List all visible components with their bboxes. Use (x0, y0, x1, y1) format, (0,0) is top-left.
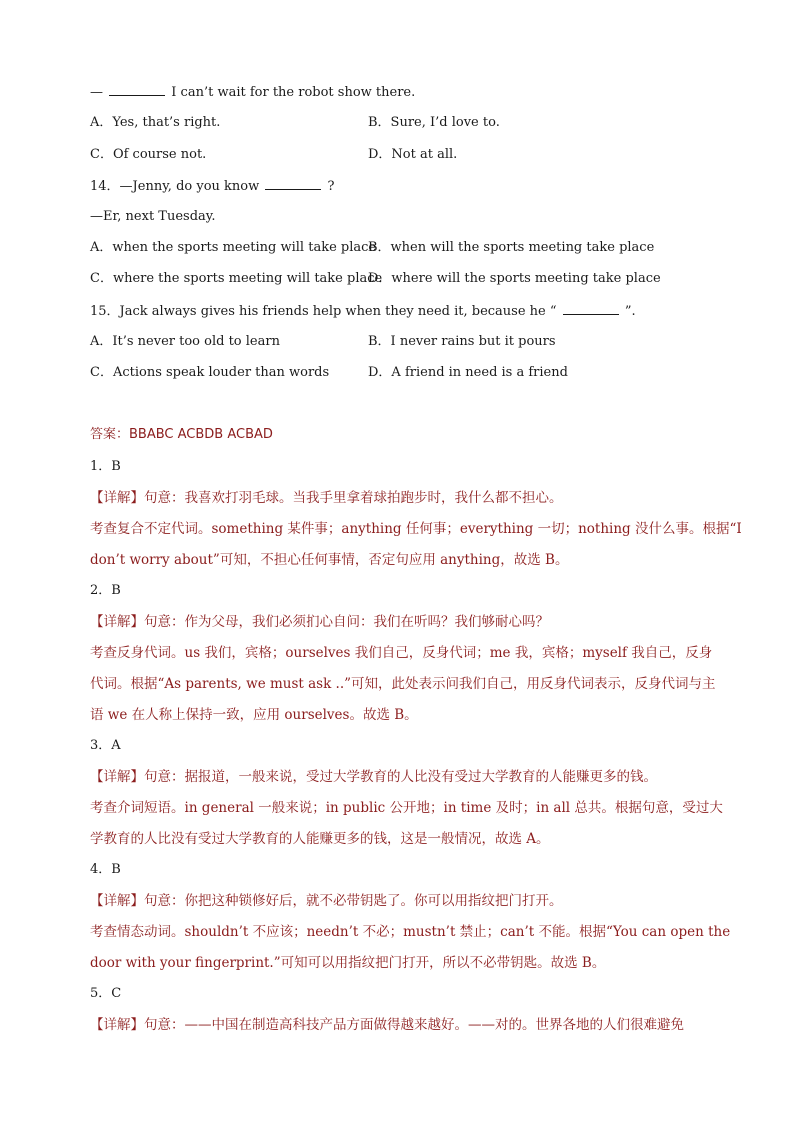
explanation-line (90, 675, 716, 693)
explanation-number: 1．B (90, 459, 121, 474)
stem-suffix: ? (327, 179, 335, 194)
explanation-number: 3．A (90, 738, 121, 753)
option-d: D．Not at all. (368, 147, 458, 162)
explanation-line (90, 551, 710, 569)
question-14-stem (90, 177, 335, 196)
explanation-number: 2．B (90, 583, 121, 598)
explanation-line (90, 1016, 710, 1034)
explanation-line (90, 768, 710, 786)
explanation-line (90, 520, 742, 538)
explanation-text: 句意：作为父母，我们必须扪心自问：我们在听吗？我们够耐心吗？ (144, 614, 549, 630)
detail-tag: 【详解】 (90, 1017, 144, 1033)
option-c: C．where the sports meeting will take place (90, 271, 383, 286)
stem-prefix: 14．—Jenny, do you know (90, 179, 260, 194)
explanation-text: 学教育的人比没有受过大学教育的人能赚更多的钱，这是一般情况，故选 A。 (90, 831, 550, 847)
question-15-stem (90, 302, 636, 321)
explanation-text: 代词。根据“As parents, we must ask ..”可知，此处表示问我们自己，用反身代词表示，反身代词与主 (90, 676, 716, 692)
option-d: D．where will the sports meeting take place (368, 271, 661, 286)
stem-prefix: — (90, 85, 103, 100)
answer-summary: 答案：BBABC ACBDB ACBAD (90, 427, 273, 442)
option-a: A．when the sports meeting will take place (90, 240, 377, 255)
option-c: C．Actions speak louder than words (90, 365, 330, 380)
explanation-text: 句意：——中国在制造高科技产品方面做得越来越好。——对的。世界各地的人们很难避免 (144, 1017, 684, 1033)
explanation-line (90, 644, 713, 662)
option-c: C．Of course not. (90, 147, 207, 162)
question-13-stem (90, 83, 415, 102)
detail-tag: 【详解】 (90, 893, 144, 909)
explanation-text: 句意：你把这种锁修好后，就不必带钥匙了。你可以用指纹把门打开。 (144, 893, 563, 909)
explanation-text: 句意：据报道，一般来说，受过大学教育的人比没有受过大学教育的人能赚更多的钱。 (144, 769, 657, 785)
explanation-number: 4．B (90, 862, 121, 877)
answer-blank (563, 302, 619, 315)
option-b: B．Sure, I’d love to. (368, 115, 500, 130)
explanation-line (90, 613, 710, 631)
detail-tag: 【详解】 (90, 769, 144, 785)
explanation-text: 考查反身代词。us 我们，宾格；ourselves 我们自己，反身代词；me 我，宾格；myself 我自己，反身 (90, 645, 713, 661)
explanation-text: don’t worry about”可知，不担心任何事情，否定句应用 anything，故选 B。 (90, 552, 569, 568)
option-b: B．when will the sports meeting take place (368, 240, 655, 255)
explanation-text: 考查介词短语。in general 一般来说；in public 公开地；in time 及时；in all 总共。根据句意，受过大 (90, 800, 723, 816)
detail-tag: 【详解】 (90, 614, 144, 630)
option-d: D．A friend in need is a friend (368, 365, 568, 380)
stem-prefix: 15．Jack always gives his friends help when they need it, because he “ (90, 304, 557, 319)
option-a: A．Yes, that’s right. (90, 115, 221, 130)
detail-tag: 【详解】 (90, 490, 144, 506)
question-14-reply: —Er, next Tuesday. (90, 209, 216, 224)
answer-blank (109, 83, 165, 96)
explanation-line (90, 799, 723, 817)
explanation-text: door with your fingerprint.”可知可以用指纹把门打开，所以不必带钥匙。故选 B。 (90, 955, 606, 971)
explanation-text: 语 we 在人称上保持一致，应用 ourselves。故选 B。 (90, 707, 418, 723)
answer-blank (265, 177, 321, 190)
explanation-text: 句意：我喜欢打羽毛球。当我手里拿着球拍跑步时，我什么都不担心。 (144, 490, 563, 506)
stem-suffix: I can’t wait for the robot show there. (171, 85, 416, 100)
explanation-line (90, 954, 710, 972)
explanation-number: 5．C (90, 986, 122, 1001)
stem-suffix: ”. (624, 304, 636, 319)
explanation-line (90, 489, 710, 507)
explanation-line (90, 923, 731, 941)
explanation-text: 考查情态动词。shouldn’t 不应该；needn’t 不必；mustn’t 禁止；can’t 不能。根据“You can open the (90, 924, 731, 940)
explanation-line (90, 892, 710, 910)
explanation-line (90, 706, 710, 724)
explanation-text: 考查复合不定代词。something 某件事；anything 任何事；everything 一切；nothing 没什么事。根据“I (90, 521, 742, 537)
explanation-line (90, 830, 710, 848)
option-b: B．I never rains but it pours (368, 334, 556, 349)
option-a: A．It’s never too old to learn (90, 334, 280, 349)
